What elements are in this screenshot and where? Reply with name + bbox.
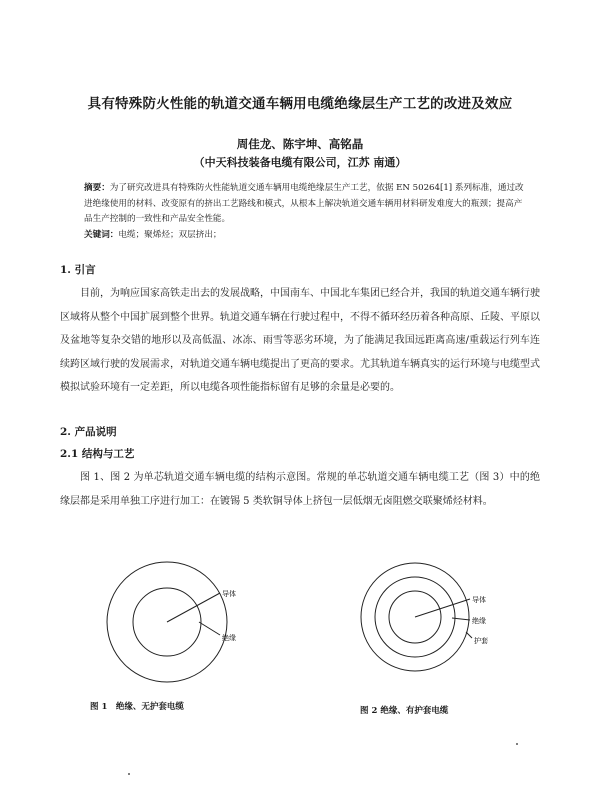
keywords-text: 电缆；聚烯烃；双层挤出； bbox=[118, 230, 222, 240]
abstract-label: 摘要： bbox=[84, 183, 110, 193]
section-2-heading: 2. 产品说明 bbox=[60, 426, 117, 438]
figure-1-label-conductor: 导体 bbox=[222, 590, 236, 598]
affiliation: （中天科技装备电缆有限公司，江苏 南通） bbox=[193, 156, 407, 169]
figure-1-caption: 图 1 绝缘、无护套电缆 bbox=[90, 702, 184, 712]
section-2-1-heading: 2.1 结构与工艺 bbox=[60, 448, 135, 460]
paper-title: 具有特殊防火性能的轨道交通车辆用电缆绝缘层生产工艺的改进及效应 bbox=[87, 96, 513, 112]
figure-1-leader-conductor bbox=[167, 593, 220, 622]
figure-2-leader-sheath bbox=[466, 632, 472, 638]
figure-1-leader-insulation bbox=[199, 622, 220, 635]
scan-speck bbox=[128, 773, 130, 775]
authors: 周佳龙、陈宇坤、高铭晶 bbox=[236, 137, 364, 151]
section-1-paragraph: 目前，为响应国家高铁走出去的发展战略，中国南车、中国北车集团已经合并，我国的轨道交通车辆行驶区域将从整个中国扩展到整个世界。轨道交通车辆在行驶过程中，不得不循环经历着各种高原、丘陵、平原以及盆地等复杂交错的地形以及高低温、冰冻、雨雪等恶劣环境，为了能满足我国远距离高速/重载运行列车连续跨区域行驶的发展需求，对轨道交通车辆电缆提出了更高的要求。尤其轨道车辆真实的运行环境与电缆型式模拟试验环境有一定差距，所以电缆各项性能指标留有足够的余量是必要的。 bbox=[60, 288, 540, 393]
section-1-heading: 1. 引言 bbox=[60, 264, 96, 276]
figure-2-label-insulation: 绝缘 bbox=[472, 617, 486, 625]
figure-1-label-insulation: 绝缘 bbox=[222, 634, 236, 642]
abstract-text: 为了研究改进具有特殊防火性能轨道交通车辆用电缆绝缘层生产工艺，依据 EN 50264[1] 系列标准，通过改进绝缘使用的材料、改变原有的挤出工艺路线和模式，从根本上解决轨道交通车辆用材料研发难度大的瓶颈；提高产品生产控制的一致性和产品安全性能。 bbox=[84, 183, 524, 224]
figure-2-leader-conductor bbox=[415, 599, 470, 617]
figure-2-label-sheath: 护套 bbox=[474, 637, 488, 645]
figure-2-label-conductor: 导体 bbox=[472, 596, 486, 604]
scan-speck bbox=[516, 743, 518, 745]
keywords-label: 关键词： bbox=[84, 230, 119, 240]
section-2-1-paragraph: 图 1、图 2 为单芯轨道交通车辆电缆的结构示意图。常规的单芯轨道交通车辆电缆工艺（图 3）中的绝缘层都是采用单独工序进行加工：在镀锡 5 类软铜导体上挤包一层低烟无卤阻燃交联聚烯烃材料。 bbox=[60, 472, 540, 507]
figure-2-caption: 图 2 绝缘、有护套电缆 bbox=[360, 706, 449, 716]
